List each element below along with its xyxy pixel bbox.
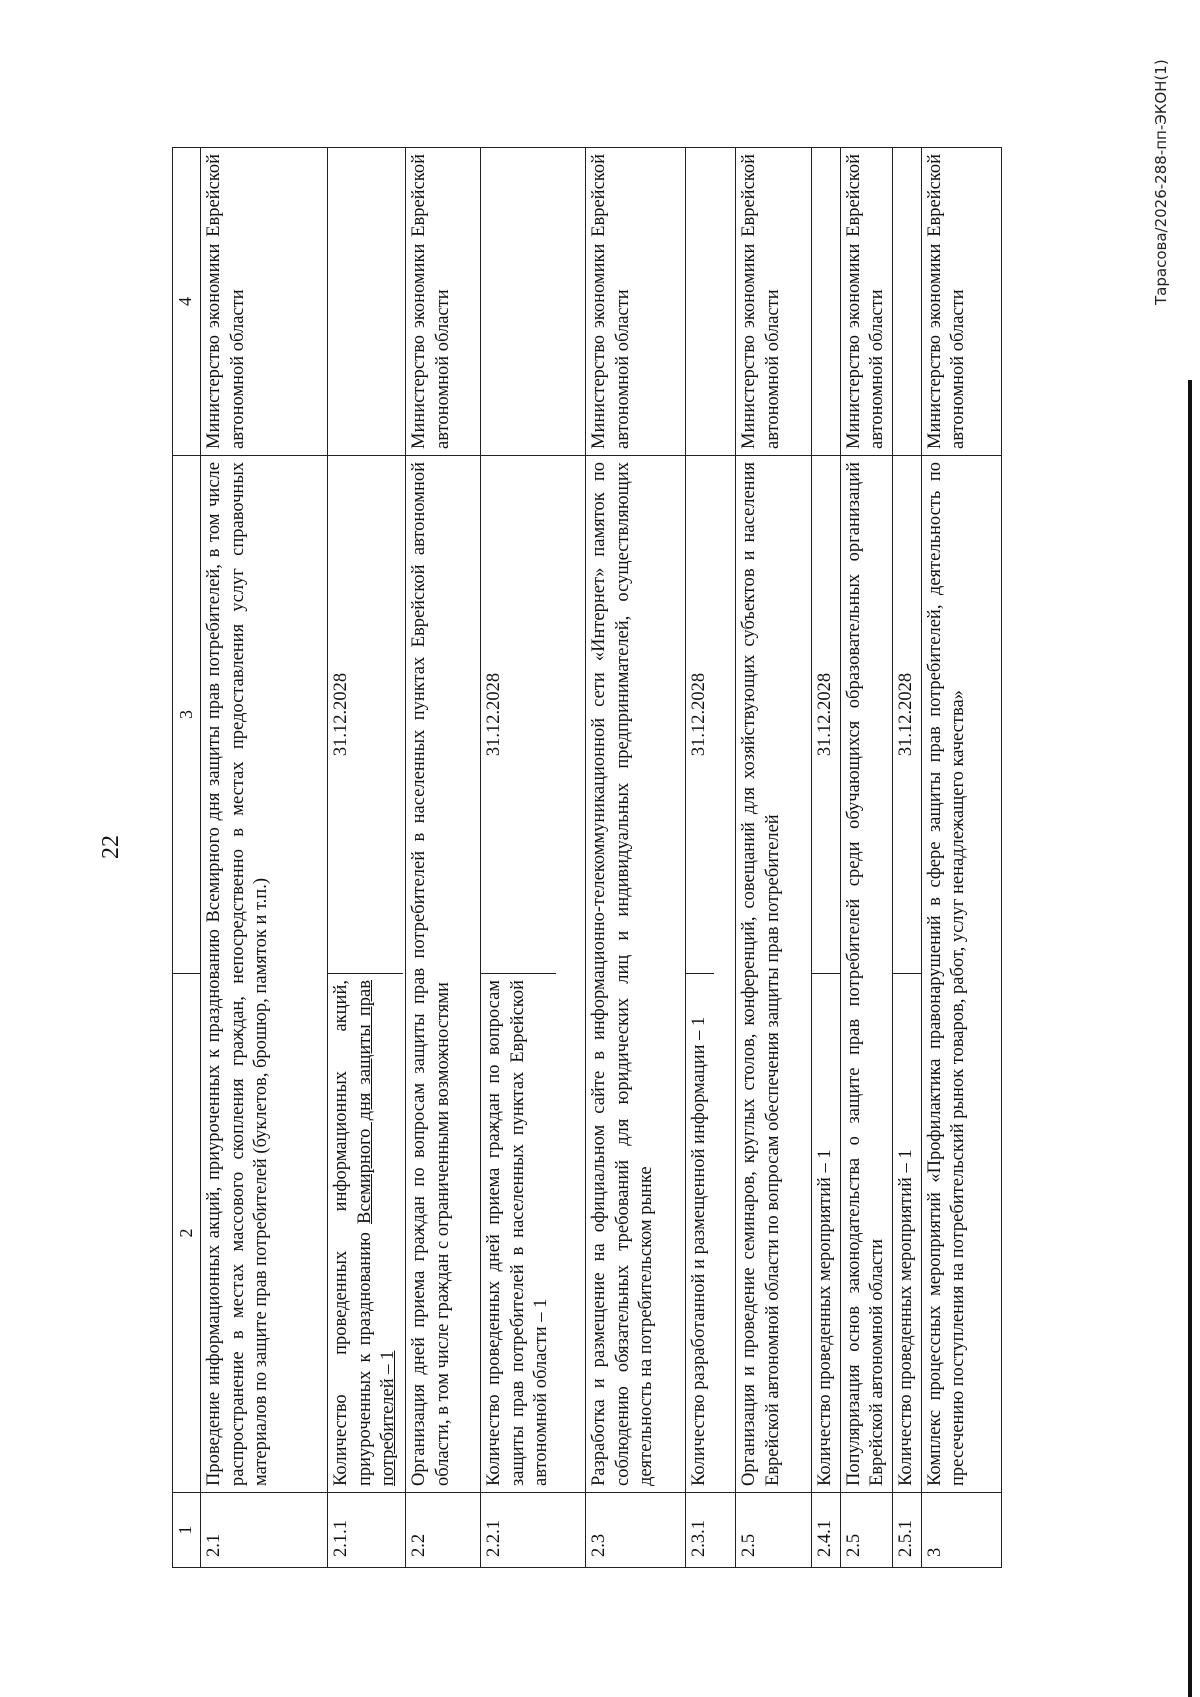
org-word-3: Еврейской [739, 154, 760, 237]
header-col-1: 1 [173, 1493, 201, 1568]
header-col-2: 2 [176, 1228, 196, 1238]
responsible-org [921, 148, 1001, 456]
scan-edge-line [1188, 380, 1192, 1697]
indicator-cell [686, 456, 736, 1493]
org-line-2: автономной области [227, 289, 248, 449]
row-number: 2.3 [586, 1493, 686, 1568]
empty-cell [812, 148, 841, 456]
org-word-3: Еврейской [589, 154, 610, 237]
org-line-2: автономной области [948, 289, 969, 449]
empty-cell [893, 148, 922, 456]
org-word-1: Министерство [924, 334, 945, 449]
row-text: Комплекс процессных мероприятий «Профилактика правонарушений в сфере защиты прав потребителей, деятельность по пресечению поступления на потребительский рынок товаров, работ, услуг ненадлежащего качества» [921, 456, 1001, 1493]
indicator-cell [893, 456, 922, 1493]
org-word-2: экономики [589, 243, 610, 329]
table-row [812, 148, 841, 1568]
table-row [921, 148, 1001, 1568]
org-word-1: Министерство [204, 334, 225, 449]
indicator-text: Количество проведенных дней приема граждан по вопросам защиты прав потребителей в населенных пунктах Еврейской автономной области – 1 [484, 980, 552, 1486]
table-row [840, 148, 892, 1568]
row-number: 2.5 [840, 1493, 892, 1568]
row-number: 2.5 [736, 1493, 812, 1568]
org-word-1: Министерство [739, 334, 760, 449]
table-row [686, 148, 736, 1568]
deadline-date: 31.12.2028 [686, 456, 714, 974]
org-line-2: автономной области [867, 289, 888, 449]
deadline-date: 31.12.2028 [481, 456, 556, 974]
org-word-2: экономики [924, 243, 945, 329]
org-word-3: Еврейской [843, 154, 864, 237]
responsible-org [201, 148, 328, 456]
org-word-2: экономики [739, 243, 760, 329]
indicator-text: Количество проведенных мероприятий – 1 [815, 1149, 836, 1486]
org-line-2: автономной области [612, 289, 633, 449]
row-number: 2.1.1 [328, 1493, 406, 1568]
org-word-3: Еврейской [204, 154, 225, 237]
deadline-date: 31.12.2028 [812, 456, 840, 974]
indicator-text: Количество проведенных информационных акций, приуроченных к празднованию [331, 980, 375, 1486]
row-number: 3 [921, 1493, 1001, 1568]
row-number: 2.5.1 [893, 1493, 922, 1568]
indicator-cell [812, 456, 841, 1493]
deadline-date: 31.12.2028 [893, 456, 921, 974]
row-number: 2.1 [201, 1493, 328, 1568]
indicator-cell [481, 456, 586, 1493]
header-col-4: 4 [173, 148, 201, 456]
responsible-org [840, 148, 892, 456]
table-row [893, 148, 922, 1568]
row-text: Организация и проведение семинаров, круглых столов, конференций, совещаний для хозяйствующих субъектов и населения Еврейской автономной области по вопросам обеспечения защиты прав потребителей [736, 456, 812, 1493]
org-word-2: экономики [204, 243, 225, 329]
org-word-3: Еврейской [409, 154, 430, 237]
header-row [173, 148, 201, 1568]
responsible-org [406, 148, 481, 456]
responsible-org [586, 148, 686, 456]
org-line-2: автономной области [432, 289, 453, 449]
org-word-3: Еврейской [924, 154, 945, 237]
row-number: 2.3.1 [686, 1493, 736, 1568]
header-col-2-3 [173, 456, 201, 1493]
table-row [406, 148, 481, 1568]
org-word-1: Министерство [589, 334, 610, 449]
table-row [328, 148, 406, 1568]
indicator-text: Количество проведенных мероприятий – 1 [896, 1149, 917, 1486]
page-number: 22 [98, 835, 124, 859]
empty-cell [686, 148, 736, 456]
org-line-2: автономной области [762, 289, 783, 449]
empty-cell [481, 148, 586, 456]
org-word-2: экономики [409, 243, 430, 329]
row-number: 2.2 [406, 1493, 481, 1568]
row-number: 2.4.1 [812, 1493, 841, 1568]
row-text: Организация дней приема граждан по вопросам защиты прав потребителей в населенных пунктах Еврейской автономной области, в том числе граждан с ограниченными возможностями [406, 456, 481, 1493]
row-text: Проведение информационных акций, приуроченных к празднованию Всемирного дня защиты прав потребителей, в том числе распространение в местах массового скопления граждан, непосредственно в местах предоставления услуг справочных материалов по защите прав потребителей (буклетов, брошюр, памяток и т.п.) [201, 456, 328, 1493]
indicator-text-underlined: Всемирного дня защиты прав потребителей – 1 [354, 980, 399, 1486]
row-text: Популяризация основ законодательства о защите прав потребителей среди обучающихся образовательных организаций Еврейской автономной области [840, 456, 892, 1493]
table-row [586, 148, 686, 1568]
document-code: Тарасова/2026-288-пп-ЭКОН(1) [1152, 59, 1170, 305]
org-word-2: экономики [843, 243, 864, 329]
measures-table [172, 147, 1002, 1568]
row-text: Разработка и размещение на официальном сайте в информационно-телекоммуникационной сети «Интернет» памяток по соблюдению обязательных требований для юридических лиц и индивидуальных предпринимателей, осуществляющих деятельность на потребительском рынке [586, 456, 686, 1493]
indicator-text: Количество разработанной и размещенной информации – 1 [689, 1016, 710, 1486]
table-row [201, 148, 328, 1568]
table-row [736, 148, 812, 1568]
table-row [481, 148, 586, 1568]
row-number: 2.2.1 [481, 1493, 586, 1568]
org-word-1: Министерство [843, 334, 864, 449]
responsible-org [736, 148, 812, 456]
indicator-cell [328, 456, 406, 1493]
org-word-1: Министерство [409, 334, 430, 449]
header-col-3: 3 [173, 456, 200, 974]
empty-cell [328, 148, 406, 456]
deadline-date: 31.12.2028 [328, 456, 403, 974]
